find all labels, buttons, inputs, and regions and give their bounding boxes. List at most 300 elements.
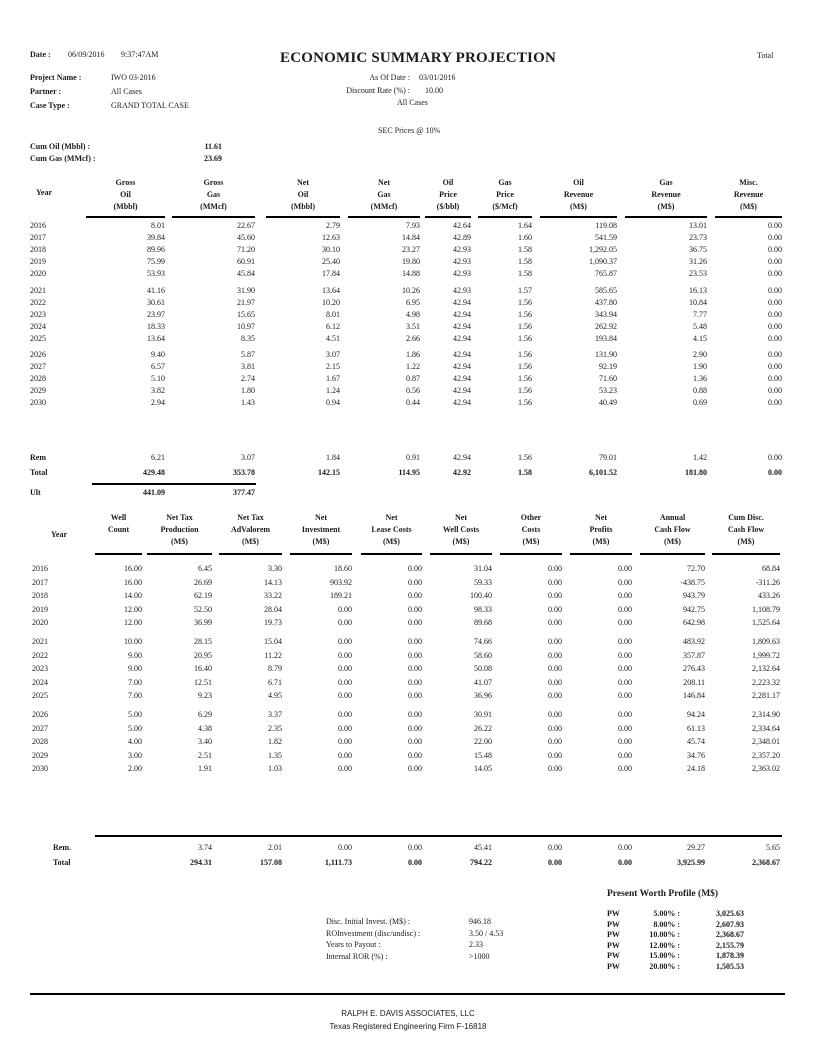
table-cell: 0.00 bbox=[548, 710, 562, 719]
table-cell: 1.58 bbox=[518, 257, 532, 267]
row-year: 2018 bbox=[32, 591, 48, 601]
column-underline bbox=[625, 216, 707, 218]
column-header-line: Revenue bbox=[651, 190, 681, 199]
table-cell: 1.58 bbox=[518, 269, 532, 279]
total-cell: 1,111.73 bbox=[324, 858, 352, 867]
table-cell: 2,132.64 bbox=[752, 664, 780, 674]
table-cell: -311.26 bbox=[755, 577, 780, 587]
table-cell: 12.00 bbox=[124, 618, 142, 628]
table-cell: 16.13 bbox=[689, 285, 707, 295]
column-underline bbox=[266, 216, 340, 218]
rem-cell: 2.01 bbox=[268, 843, 282, 852]
table-cell: 131.90 bbox=[595, 350, 617, 359]
column-header-line: Oil bbox=[120, 190, 131, 199]
column-header bbox=[494, 512, 568, 548]
date-label: Date : bbox=[30, 50, 51, 59]
rem-cell: 6.21 bbox=[151, 453, 165, 462]
column-header-line: Annual bbox=[659, 513, 686, 522]
table-cell: 0.00 bbox=[768, 362, 782, 372]
column-header-line: Costs bbox=[521, 525, 541, 534]
pw-prefix: PW bbox=[607, 909, 620, 918]
table-cell: 585.65 bbox=[595, 285, 617, 295]
column-header-line: Gas bbox=[659, 178, 673, 187]
table-cell: 42.94 bbox=[453, 297, 471, 307]
table-cell: 0.00 bbox=[408, 691, 422, 701]
column-header-line: Cash Flow bbox=[654, 525, 691, 534]
table-cell: 0.00 bbox=[548, 750, 562, 760]
total-cell: 142.15 bbox=[318, 468, 340, 477]
column-header-line bbox=[89, 536, 148, 548]
column-header bbox=[86, 177, 165, 213]
table-cell: 0.00 bbox=[408, 764, 422, 774]
table-cell: 8.79 bbox=[268, 664, 282, 674]
total-cell: 42.92 bbox=[453, 468, 471, 477]
table-cell: 75.99 bbox=[147, 257, 165, 267]
table-cell: 1.80 bbox=[241, 386, 255, 396]
table-cell: 1.58 bbox=[518, 245, 532, 255]
table-cell: 0.00 bbox=[338, 723, 352, 733]
time-value: 9:37:47AM bbox=[121, 50, 159, 59]
table-cell: 0.00 bbox=[408, 604, 422, 614]
column-header-line: Net bbox=[455, 513, 467, 522]
pw-rate: 8.00% : bbox=[653, 919, 680, 929]
total-cell: 157.08 bbox=[260, 858, 282, 867]
table-cell: 0.00 bbox=[338, 737, 352, 747]
row-year: 2021 bbox=[32, 637, 48, 646]
column-header bbox=[540, 177, 617, 213]
column-header-line: AdValorem bbox=[230, 525, 271, 534]
cum-gas-label: Cum Gas (MMcf) : bbox=[30, 154, 96, 163]
table-cell: 1.86 bbox=[406, 350, 420, 359]
case-type-value: GRAND TOTAL CASE bbox=[111, 101, 189, 110]
table-cell: 59.33 bbox=[474, 577, 492, 587]
table-cell: 13.64 bbox=[147, 333, 165, 343]
table-cell: 21.97 bbox=[237, 297, 255, 307]
column-header-line: Production bbox=[160, 525, 199, 534]
table-cell: 0.00 bbox=[618, 618, 632, 628]
column-header-line: Misc. bbox=[739, 178, 758, 187]
rem-cell: 1.56 bbox=[518, 453, 532, 462]
column-header-line: Revenue bbox=[563, 190, 594, 199]
column-header bbox=[625, 177, 707, 213]
footer-divider bbox=[30, 993, 785, 995]
table-cell: 0.00 bbox=[338, 677, 352, 687]
column-header-line: Oil bbox=[297, 190, 309, 199]
total-cell: 181.80 bbox=[685, 468, 707, 477]
table-cell: 24.18 bbox=[687, 764, 705, 774]
table-cell: 17.84 bbox=[322, 269, 340, 279]
table-cell: 34.76 bbox=[687, 750, 705, 760]
table-cell: 53.23 bbox=[599, 386, 617, 396]
table-cell: 0.69 bbox=[693, 398, 707, 408]
table-cell: 42.64 bbox=[453, 221, 471, 230]
table-cell: 41.16 bbox=[147, 285, 165, 295]
table-cell: 5.10 bbox=[151, 374, 165, 384]
table-cell: 3.81 bbox=[241, 362, 255, 372]
row-year: 2029 bbox=[30, 386, 46, 396]
metric-label: Disc. Initial Invest. (M$) : bbox=[326, 917, 410, 926]
table-cell: 7.77 bbox=[693, 309, 707, 319]
table-cell: 483.92 bbox=[683, 637, 705, 646]
table-cell: 0.00 bbox=[548, 737, 562, 747]
row-year: 2026 bbox=[30, 350, 46, 359]
row-year: 2018 bbox=[30, 245, 46, 255]
column-underline bbox=[425, 216, 471, 218]
column-underline bbox=[478, 216, 532, 218]
column-header-line: (MMcf) bbox=[370, 202, 398, 211]
table-cell: 6.45 bbox=[198, 564, 212, 573]
table-cell: 0.00 bbox=[548, 764, 562, 774]
table-cell: 22.00 bbox=[474, 737, 492, 747]
table-cell: 42.89 bbox=[453, 233, 471, 243]
table-cell: 0.00 bbox=[408, 650, 422, 660]
footer-registration: Texas Registered Engineering Firm F-16818 bbox=[329, 1022, 487, 1031]
table-cell: 0.00 bbox=[548, 577, 562, 587]
table-cell: 0.00 bbox=[338, 604, 352, 614]
table-cell: 0.00 bbox=[338, 710, 352, 719]
table-cell: 0.00 bbox=[618, 591, 632, 601]
pw-rate: 10.00% : bbox=[649, 930, 680, 939]
table-cell: 1.03 bbox=[268, 764, 282, 774]
rem-cell: 3.74 bbox=[198, 843, 212, 852]
column-header-line: Net Tax bbox=[237, 513, 264, 522]
column-header-line: Gross bbox=[203, 178, 224, 187]
total-cell: 0.00 bbox=[618, 858, 632, 867]
table-cell: 1,525.64 bbox=[752, 618, 780, 628]
table-cell: 9.00 bbox=[128, 650, 142, 660]
table-cell: 2,223.32 bbox=[752, 677, 780, 687]
metric-label: ROInvestment (disc/undisc) : bbox=[326, 928, 421, 938]
table-cell: 25.40 bbox=[322, 257, 340, 267]
pw-value: 1,505.53 bbox=[716, 961, 744, 971]
table-cell: 61.13 bbox=[687, 723, 705, 733]
table-cell: 3.37 bbox=[268, 710, 282, 719]
column-header-line: Net bbox=[385, 513, 398, 522]
column-header-line: (M$) bbox=[522, 537, 540, 546]
table-cell: 7.00 bbox=[128, 677, 142, 687]
table-cell: 276.43 bbox=[683, 664, 705, 674]
table-cell: 0.87 bbox=[406, 374, 420, 384]
table-cell: 0.00 bbox=[548, 664, 562, 674]
table-cell: 0.00 bbox=[408, 564, 422, 573]
table-cell: 26.69 bbox=[194, 577, 212, 587]
table-cell: 0.00 bbox=[768, 386, 782, 396]
table-cell: 0.00 bbox=[768, 221, 782, 230]
table-cell: 5.00 bbox=[128, 723, 142, 733]
column-header bbox=[715, 177, 782, 213]
table-cell: 3.82 bbox=[151, 386, 165, 396]
table-cell: 0.00 bbox=[768, 309, 782, 319]
table-cell: 10.84 bbox=[689, 297, 707, 307]
table-cell: 0.00 bbox=[408, 710, 422, 719]
total-cell: 6,101.52 bbox=[589, 468, 617, 477]
table-cell: 16.00 bbox=[124, 564, 142, 573]
ult-label: Ult bbox=[30, 488, 41, 497]
table-cell: 765.87 bbox=[595, 269, 617, 279]
table-cell: 1.56 bbox=[518, 333, 532, 343]
table-cell: 42.93 bbox=[453, 269, 471, 279]
summary-divider bbox=[95, 835, 782, 837]
table-cell: 8.01 bbox=[326, 309, 340, 319]
total-cell: 1.58 bbox=[518, 468, 532, 477]
table-cell: 5.48 bbox=[693, 321, 707, 331]
table-cell: 0.00 bbox=[408, 664, 422, 674]
rem-cell: 0.00 bbox=[768, 453, 782, 462]
table-cell: 36.96 bbox=[474, 691, 492, 701]
table-cell: 7.93 bbox=[406, 221, 420, 230]
table-cell: 42.94 bbox=[453, 398, 471, 408]
column-header-line: Cum Disc. bbox=[728, 513, 764, 522]
table-cell: 12.00 bbox=[124, 604, 142, 614]
column-header bbox=[284, 512, 358, 548]
table-cell: 2.66 bbox=[406, 333, 420, 343]
table-cell: 40.49 bbox=[599, 398, 617, 408]
table-cell: 0.00 bbox=[338, 637, 352, 646]
discount-rate-value: 10.00 bbox=[425, 86, 443, 95]
table-cell: 262.92 bbox=[595, 321, 617, 331]
table-cell: 9.23 bbox=[198, 691, 212, 701]
pw-rate: 15.00% : bbox=[649, 951, 680, 960]
table-cell: 0.00 bbox=[338, 764, 352, 774]
row-year: 2023 bbox=[32, 664, 48, 674]
column-header-line: (M$) bbox=[664, 537, 681, 546]
table-cell: 0.00 bbox=[408, 750, 422, 760]
row-year: 2019 bbox=[32, 604, 48, 614]
row-year: 2026 bbox=[32, 710, 48, 719]
row-year: 2025 bbox=[32, 691, 48, 701]
row-year: 2019 bbox=[30, 257, 46, 267]
table-cell: 1.35 bbox=[268, 750, 282, 760]
column-header-line: Profits bbox=[589, 525, 613, 534]
row-year: 2030 bbox=[32, 764, 48, 774]
table-cell: 13.64 bbox=[322, 285, 340, 295]
table-cell: 0.00 bbox=[768, 269, 782, 279]
column-header-line: Gas bbox=[377, 190, 391, 199]
table-cell: 437.80 bbox=[595, 297, 617, 307]
ult-cell: 441.09 bbox=[143, 488, 165, 497]
table-cell: 1,090.37 bbox=[589, 257, 617, 267]
table-cell: 9.00 bbox=[128, 664, 142, 674]
table-cell: 0.00 bbox=[618, 723, 632, 733]
column-header bbox=[634, 512, 711, 548]
column-header-line: Gas bbox=[206, 190, 221, 199]
table-cell: 23.97 bbox=[147, 309, 165, 319]
row-year: 2024 bbox=[32, 677, 48, 687]
table-cell: 541.59 bbox=[595, 233, 617, 243]
table-cell: 14.13 bbox=[264, 577, 282, 587]
table-cell: 5.00 bbox=[128, 710, 142, 719]
table-cell: 92.19 bbox=[599, 362, 617, 372]
table-cell: 903.92 bbox=[330, 577, 352, 587]
table-cell: 6.71 bbox=[268, 677, 282, 687]
table-cell: 18.33 bbox=[147, 321, 165, 331]
table-cell: 6.12 bbox=[326, 321, 340, 331]
table-cell: 0.00 bbox=[768, 285, 782, 295]
table-cell: 0.00 bbox=[618, 577, 632, 587]
table-cell: 10.00 bbox=[124, 637, 142, 646]
table-cell: 0.00 bbox=[768, 257, 782, 267]
table-cell: 36.99 bbox=[194, 618, 212, 628]
total-cell: 294.31 bbox=[190, 858, 212, 867]
table-cell: 8.01 bbox=[151, 221, 165, 230]
table-cell: 2.74 bbox=[241, 374, 255, 384]
table-cell: 42.94 bbox=[453, 321, 471, 331]
table-cell: 42.93 bbox=[453, 285, 471, 295]
table-cell: 0.00 bbox=[548, 650, 562, 660]
table-cell: 0.00 bbox=[618, 750, 632, 760]
rem-cell: 0.00 bbox=[618, 843, 632, 852]
column-underline bbox=[715, 216, 782, 218]
pw-value: 2,368.67 bbox=[716, 930, 744, 939]
table-cell: 22.67 bbox=[237, 221, 255, 230]
table-cell: 1.82 bbox=[268, 737, 282, 747]
table-cell: 0.00 bbox=[338, 691, 352, 701]
table-cell: 3.07 bbox=[326, 350, 340, 359]
table-cell: 39.84 bbox=[147, 233, 165, 243]
project-name-value: IWO 03-2016 bbox=[111, 73, 156, 82]
table-cell: 1.91 bbox=[198, 764, 212, 774]
pw-value: 3,025.63 bbox=[716, 909, 744, 918]
row-year: 2017 bbox=[30, 233, 46, 243]
rem-cell: 45.41 bbox=[474, 843, 492, 852]
total-cell: 2,368.67 bbox=[752, 858, 780, 867]
table-cell: 0.00 bbox=[338, 750, 352, 760]
total-cell: 114.95 bbox=[398, 468, 420, 477]
column-underline bbox=[361, 553, 422, 555]
column-header-line: Net bbox=[297, 178, 309, 187]
column-header bbox=[564, 512, 638, 548]
rem-cell: 79.01 bbox=[599, 453, 617, 462]
table-cell: 1.56 bbox=[518, 362, 532, 372]
row-year: 2016 bbox=[32, 564, 48, 573]
table-cell: 42.94 bbox=[453, 309, 471, 319]
table-cell: 208.11 bbox=[683, 677, 705, 687]
table-cell: 6.57 bbox=[151, 362, 165, 372]
table-cell: 89.96 bbox=[147, 245, 165, 255]
total-cell: 0.00 bbox=[408, 858, 422, 867]
column-underline bbox=[172, 216, 255, 218]
column-underline bbox=[430, 553, 492, 555]
column-header-line: Gas bbox=[498, 178, 512, 187]
column-header-line: Oil bbox=[442, 178, 454, 187]
row-year: 2030 bbox=[30, 398, 46, 408]
table-cell: 0.00 bbox=[768, 233, 782, 243]
table-cell: 42.94 bbox=[453, 386, 471, 396]
project-name-label: Project Name : bbox=[30, 73, 82, 82]
table-cell: 98.33 bbox=[474, 604, 492, 614]
total-label: Total bbox=[53, 858, 71, 867]
pw-value: 2,607.93 bbox=[716, 919, 744, 929]
column-header-line: (M$) bbox=[570, 202, 587, 211]
table-cell: 52.50 bbox=[194, 604, 212, 614]
table-cell: 0.00 bbox=[768, 245, 782, 255]
metric-label: Years to Payout : bbox=[326, 940, 381, 949]
table-cell: 0.00 bbox=[548, 604, 562, 614]
rem-cell: 1.84 bbox=[326, 453, 340, 462]
table-cell: 2,334.64 bbox=[752, 723, 780, 733]
total-cell: 429.48 bbox=[143, 468, 165, 477]
table-cell: 28.15 bbox=[194, 637, 212, 646]
column-underline bbox=[540, 216, 617, 218]
table-cell: 2.35 bbox=[268, 723, 282, 733]
table-cell: 0.00 bbox=[408, 637, 422, 646]
table-cell: 11.22 bbox=[264, 650, 282, 660]
table-cell: 19.73 bbox=[264, 618, 282, 628]
column-header bbox=[172, 177, 255, 213]
table-cell: 3.30 bbox=[268, 564, 282, 573]
table-cell: 0.00 bbox=[338, 618, 352, 628]
table-cell: 3.00 bbox=[128, 750, 142, 760]
table-cell: 10.20 bbox=[322, 297, 340, 307]
corner-label: Total bbox=[757, 51, 774, 60]
table-cell: 0.00 bbox=[338, 664, 352, 674]
column-header bbox=[266, 177, 340, 213]
column-header-line: Net bbox=[595, 513, 607, 522]
metric-label: Internal ROR (%) : bbox=[326, 951, 388, 961]
column-header-line: Other bbox=[520, 513, 542, 522]
column-header-line: ($/bbl) bbox=[436, 202, 460, 211]
table-cell: 4.38 bbox=[198, 723, 212, 733]
column-underline bbox=[570, 553, 632, 555]
table-cell: 53.93 bbox=[147, 269, 165, 279]
table-cell: 1.43 bbox=[241, 398, 255, 408]
table-cell: 2.15 bbox=[326, 362, 340, 372]
table-cell: 0.00 bbox=[548, 723, 562, 733]
column-header-line: (M$) bbox=[740, 202, 757, 211]
table-cell: 58.60 bbox=[474, 650, 492, 660]
table-cell: 1.64 bbox=[518, 221, 532, 230]
column-header-line: (Mbbl) bbox=[291, 202, 315, 211]
pw-prefix: PW bbox=[607, 961, 620, 971]
column-header-line: (MMcf) bbox=[200, 202, 227, 211]
table-cell: 30.91 bbox=[474, 710, 492, 719]
column-underline bbox=[147, 553, 212, 555]
table-cell: 0.00 bbox=[408, 677, 422, 687]
table-cell: 14.00 bbox=[124, 591, 142, 601]
pw-rate: 20.00% : bbox=[649, 961, 680, 971]
table-cell: 1.56 bbox=[518, 321, 532, 331]
table-cell: 14.84 bbox=[402, 233, 420, 243]
table-cell: 0.44 bbox=[406, 398, 420, 408]
table-cell: 0.00 bbox=[768, 321, 782, 331]
table-cell: 0.00 bbox=[618, 691, 632, 701]
column-header-line: (M$) bbox=[242, 537, 259, 546]
row-year: 2016 bbox=[30, 221, 46, 230]
column-header-line: Gross bbox=[115, 178, 136, 187]
table-cell: 0.00 bbox=[618, 737, 632, 747]
table-cell: 0.00 bbox=[618, 650, 632, 660]
table-cell: 0.00 bbox=[618, 677, 632, 687]
row-year: 2017 bbox=[32, 577, 48, 587]
table-cell: 642.98 bbox=[683, 618, 705, 628]
column-header-line: Revenue bbox=[733, 190, 764, 199]
row-year: 2021 bbox=[30, 285, 46, 295]
table-cell: 45.74 bbox=[687, 737, 705, 747]
column-header-line: Oil bbox=[573, 178, 584, 187]
table-cell: 4.51 bbox=[326, 333, 340, 343]
row-year: 2025 bbox=[30, 333, 46, 343]
table-cell: 0.88 bbox=[693, 386, 707, 396]
column-header-line: Net bbox=[315, 513, 327, 522]
column-header bbox=[355, 512, 428, 548]
column-underline bbox=[219, 553, 282, 555]
pw-prefix: PW bbox=[607, 919, 620, 929]
ult-divider bbox=[92, 483, 256, 485]
rem-cell: 0.00 bbox=[548, 843, 562, 852]
table-cell: 23.73 bbox=[689, 233, 707, 243]
discount-rate-label: Discount Rate (%) : bbox=[346, 86, 410, 95]
table-cell: 0.00 bbox=[618, 664, 632, 674]
